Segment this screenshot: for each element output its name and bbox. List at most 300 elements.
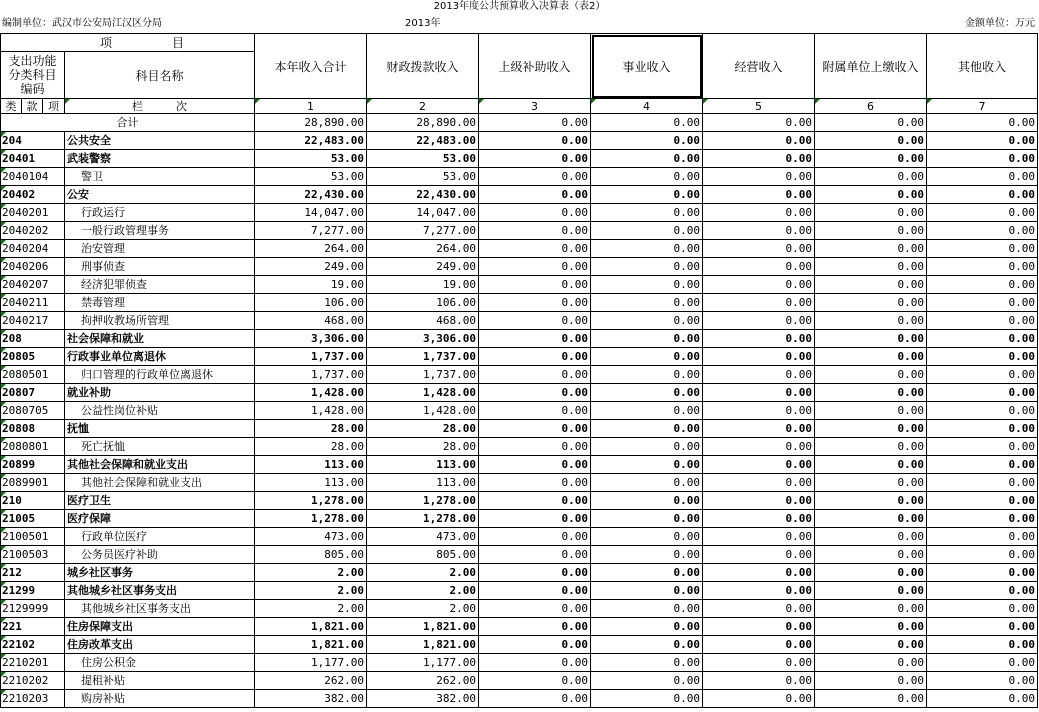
row-name[interactable]: 抚恤 <box>65 420 255 438</box>
row-value-col3[interactable]: 0.00 <box>479 258 591 276</box>
row-value-col3[interactable]: 0.00 <box>479 474 591 492</box>
row-value-col7[interactable]: 0.00 <box>927 240 1038 258</box>
row-value-col3[interactable]: 0.00 <box>479 312 591 330</box>
row-name[interactable]: 合计 <box>1 114 255 132</box>
row-value-col2[interactable]: 1,428.00 <box>367 402 479 420</box>
row-value-col6[interactable]: 0.00 <box>815 636 927 654</box>
row-value-col4[interactable]: 0.00 <box>591 186 703 204</box>
row-name[interactable]: 行政运行 <box>65 204 255 222</box>
table-row[interactable] <box>1 294 1038 312</box>
row-value-col1[interactable]: 3,306.00 <box>255 330 367 348</box>
row-value-col6[interactable]: 0.00 <box>815 348 927 366</box>
row-value-col3[interactable]: 0.00 <box>479 438 591 456</box>
row-value-col4[interactable]: 0.00 <box>591 150 703 168</box>
row-value-col6[interactable]: 0.00 <box>815 546 927 564</box>
table-row[interactable] <box>1 672 1038 690</box>
row-value-col1[interactable]: 7,277.00 <box>255 222 367 240</box>
row-value-col5[interactable]: 0.00 <box>703 492 815 510</box>
table-row[interactable] <box>1 348 1038 366</box>
table-row[interactable] <box>1 168 1038 186</box>
row-value-col7[interactable]: 0.00 <box>927 150 1038 168</box>
row-value-col3[interactable]: 0.00 <box>479 420 591 438</box>
table-row[interactable] <box>1 402 1038 420</box>
row-value-col1[interactable]: 28,890.00 <box>255 114 367 132</box>
row-value-col4[interactable]: 0.00 <box>591 492 703 510</box>
row-name[interactable]: 其他社会保障和就业支出 <box>65 456 255 474</box>
row-name[interactable]: 城乡社区事务 <box>65 564 255 582</box>
row-name[interactable]: 拘押收教场所管理 <box>65 312 255 330</box>
row-value-col4[interactable]: 0.00 <box>591 438 703 456</box>
row-value-col1[interactable]: 1,821.00 <box>255 636 367 654</box>
row-value-col3[interactable]: 0.00 <box>479 132 591 150</box>
col-header-business[interactable]: 事业收入 <box>591 34 703 99</box>
row-value-col6[interactable]: 0.00 <box>815 276 927 294</box>
row-name[interactable]: 行政事业单位离退休 <box>65 348 255 366</box>
row-value-col2[interactable]: 805.00 <box>367 546 479 564</box>
row-value-col2[interactable]: 2.00 <box>367 582 479 600</box>
row-name[interactable]: 其他社会保障和就业支出 <box>65 474 255 492</box>
row-value-col5[interactable]: 0.00 <box>703 690 815 708</box>
row-value-col7[interactable]: 0.00 <box>927 654 1038 672</box>
table-row[interactable] <box>1 438 1038 456</box>
row-value-col1[interactable]: 106.00 <box>255 294 367 312</box>
table-row[interactable] <box>1 366 1038 384</box>
row-value-col1[interactable]: 468.00 <box>255 312 367 330</box>
row-value-col4[interactable]: 0.00 <box>591 618 703 636</box>
table-row[interactable] <box>1 456 1038 474</box>
row-value-col2[interactable]: 262.00 <box>367 672 479 690</box>
row-code[interactable]: 2040104 <box>1 168 65 186</box>
row-code[interactable]: 2210203 <box>1 690 65 708</box>
row-value-col2[interactable]: 382.00 <box>367 690 479 708</box>
row-value-col7[interactable]: 0.00 <box>927 402 1038 420</box>
row-value-col5[interactable]: 0.00 <box>703 312 815 330</box>
row-value-col2[interactable]: 473.00 <box>367 528 479 546</box>
row-code[interactable]: 20805 <box>1 348 65 366</box>
row-value-col1[interactable]: 1,177.00 <box>255 654 367 672</box>
row-value-col4[interactable]: 0.00 <box>591 114 703 132</box>
row-value-col6[interactable]: 0.00 <box>815 600 927 618</box>
row-value-col7[interactable]: 0.00 <box>927 312 1038 330</box>
header-subject-name[interactable]: 科目名称 <box>65 52 255 99</box>
row-value-col5[interactable]: 0.00 <box>703 330 815 348</box>
row-code[interactable]: 221 <box>1 618 65 636</box>
row-value-col7[interactable]: 0.00 <box>927 330 1038 348</box>
table-row[interactable] <box>1 186 1038 204</box>
row-value-col2[interactable]: 3,306.00 <box>367 330 479 348</box>
seq-1[interactable]: 1 <box>255 99 367 114</box>
row-value-col6[interactable]: 0.00 <box>815 204 927 222</box>
row-value-col1[interactable]: 1,737.00 <box>255 348 367 366</box>
row-code[interactable]: 2100501 <box>1 528 65 546</box>
row-value-col1[interactable]: 53.00 <box>255 168 367 186</box>
row-value-col1[interactable]: 1,428.00 <box>255 384 367 402</box>
row-value-col6[interactable]: 0.00 <box>815 330 927 348</box>
row-value-col1[interactable]: 113.00 <box>255 456 367 474</box>
row-value-col3[interactable]: 0.00 <box>479 492 591 510</box>
seq-6[interactable]: 6 <box>815 99 927 114</box>
row-value-col3[interactable]: 0.00 <box>479 654 591 672</box>
row-value-col7[interactable]: 0.00 <box>927 456 1038 474</box>
row-value-col6[interactable]: 0.00 <box>815 240 927 258</box>
row-value-col6[interactable]: 0.00 <box>815 150 927 168</box>
row-value-col3[interactable]: 0.00 <box>479 330 591 348</box>
row-code[interactable]: 20402 <box>1 186 65 204</box>
row-value-col6[interactable]: 0.00 <box>815 690 927 708</box>
table-row[interactable] <box>1 312 1038 330</box>
row-value-col4[interactable]: 0.00 <box>591 168 703 186</box>
row-code[interactable]: 22102 <box>1 636 65 654</box>
row-value-col5[interactable]: 0.00 <box>703 636 815 654</box>
row-name[interactable]: 行政单位医疗 <box>65 528 255 546</box>
row-value-col1[interactable]: 53.00 <box>255 150 367 168</box>
row-code[interactable]: 2100503 <box>1 546 65 564</box>
row-value-col6[interactable]: 0.00 <box>815 474 927 492</box>
row-value-col3[interactable]: 0.00 <box>479 564 591 582</box>
row-value-col1[interactable]: 28.00 <box>255 420 367 438</box>
table-row[interactable] <box>1 330 1038 348</box>
row-value-col5[interactable]: 0.00 <box>703 366 815 384</box>
row-value-col4[interactable]: 0.00 <box>591 132 703 150</box>
row-value-col5[interactable]: 0.00 <box>703 222 815 240</box>
row-value-col7[interactable]: 0.00 <box>927 384 1038 402</box>
row-code[interactable]: 2210202 <box>1 672 65 690</box>
row-value-col6[interactable]: 0.00 <box>815 618 927 636</box>
row-value-col7[interactable]: 0.00 <box>927 690 1038 708</box>
table-row[interactable] <box>1 582 1038 600</box>
row-value-col3[interactable]: 0.00 <box>479 672 591 690</box>
row-value-col6[interactable]: 0.00 <box>815 456 927 474</box>
row-code[interactable]: 210 <box>1 492 65 510</box>
row-value-col5[interactable]: 0.00 <box>703 564 815 582</box>
row-value-col4[interactable]: 0.00 <box>591 420 703 438</box>
row-code[interactable]: 2080501 <box>1 366 65 384</box>
row-value-col1[interactable]: 113.00 <box>255 474 367 492</box>
row-value-col5[interactable]: 0.00 <box>703 546 815 564</box>
row-value-col2[interactable]: 19.00 <box>367 276 479 294</box>
row-value-col2[interactable]: 7,277.00 <box>367 222 479 240</box>
row-value-col6[interactable]: 0.00 <box>815 654 927 672</box>
row-value-col7[interactable]: 0.00 <box>927 132 1038 150</box>
row-value-col5[interactable]: 0.00 <box>703 258 815 276</box>
row-value-col2[interactable]: 28.00 <box>367 420 479 438</box>
row-value-col4[interactable]: 0.00 <box>591 510 703 528</box>
row-value-col2[interactable]: 14,047.00 <box>367 204 479 222</box>
row-value-col2[interactable]: 113.00 <box>367 474 479 492</box>
row-value-col3[interactable]: 0.00 <box>479 510 591 528</box>
row-code[interactable]: 2040206 <box>1 258 65 276</box>
row-value-col2[interactable]: 28,890.00 <box>367 114 479 132</box>
row-value-col7[interactable]: 0.00 <box>927 636 1038 654</box>
row-value-col6[interactable]: 0.00 <box>815 402 927 420</box>
row-value-col7[interactable]: 0.00 <box>927 258 1038 276</box>
row-value-col6[interactable]: 0.00 <box>815 294 927 312</box>
row-value-col3[interactable]: 0.00 <box>479 168 591 186</box>
row-value-col2[interactable]: 1,821.00 <box>367 618 479 636</box>
row-value-col1[interactable]: 805.00 <box>255 546 367 564</box>
row-value-col1[interactable]: 1,278.00 <box>255 492 367 510</box>
row-value-col7[interactable]: 0.00 <box>927 492 1038 510</box>
row-name[interactable]: 公安 <box>65 186 255 204</box>
row-value-col3[interactable]: 0.00 <box>479 690 591 708</box>
row-value-col1[interactable]: 2.00 <box>255 600 367 618</box>
row-value-col2[interactable]: 1,428.00 <box>367 384 479 402</box>
row-value-col5[interactable]: 0.00 <box>703 402 815 420</box>
row-value-col2[interactable]: 1,278.00 <box>367 510 479 528</box>
row-value-col2[interactable]: 22,483.00 <box>367 132 479 150</box>
row-value-col2[interactable]: 53.00 <box>367 168 479 186</box>
table-row[interactable] <box>1 492 1038 510</box>
row-code[interactable]: 2089901 <box>1 474 65 492</box>
table-row[interactable] <box>1 132 1038 150</box>
table-row[interactable] <box>1 546 1038 564</box>
row-value-col3[interactable]: 0.00 <box>479 240 591 258</box>
col-header-fiscal[interactable]: 财政拨款收入 <box>367 34 479 99</box>
row-value-col1[interactable]: 2.00 <box>255 582 367 600</box>
row-value-col6[interactable]: 0.00 <box>815 582 927 600</box>
row-name[interactable]: 提租补贴 <box>65 672 255 690</box>
row-name[interactable]: 武装警察 <box>65 150 255 168</box>
row-value-col4[interactable]: 0.00 <box>591 204 703 222</box>
row-value-col4[interactable]: 0.00 <box>591 222 703 240</box>
col-header-superior[interactable]: 上级补助收入 <box>479 34 591 99</box>
row-value-col1[interactable]: 1,278.00 <box>255 510 367 528</box>
row-code[interactable]: 2040217 <box>1 312 65 330</box>
table-row[interactable] <box>1 384 1038 402</box>
row-value-col4[interactable]: 0.00 <box>591 384 703 402</box>
row-value-col5[interactable]: 0.00 <box>703 510 815 528</box>
row-value-col3[interactable]: 0.00 <box>479 186 591 204</box>
seq-4[interactable]: 4 <box>591 99 703 114</box>
row-value-col1[interactable]: 1,428.00 <box>255 402 367 420</box>
seq-3[interactable]: 3 <box>479 99 591 114</box>
row-value-col6[interactable]: 0.00 <box>815 186 927 204</box>
row-value-col3[interactable]: 0.00 <box>479 582 591 600</box>
row-value-col7[interactable]: 0.00 <box>927 528 1038 546</box>
row-code[interactable]: 204 <box>1 132 65 150</box>
row-value-col5[interactable]: 0.00 <box>703 114 815 132</box>
row-code[interactable]: 2040201 <box>1 204 65 222</box>
row-name[interactable]: 社会保障和就业 <box>65 330 255 348</box>
col-header-total[interactable]: 本年收入合计 <box>255 34 367 99</box>
row-value-col3[interactable]: 0.00 <box>479 204 591 222</box>
row-value-col4[interactable]: 0.00 <box>591 636 703 654</box>
row-code[interactable]: 2129999 <box>1 600 65 618</box>
row-name[interactable]: 警卫 <box>65 168 255 186</box>
table-row[interactable] <box>1 204 1038 222</box>
header-func-code[interactable] <box>1 52 65 99</box>
table-row[interactable] <box>1 600 1038 618</box>
header-kuan[interactable]: 款 <box>22 99 43 114</box>
row-value-col4[interactable]: 0.00 <box>591 276 703 294</box>
row-value-col2[interactable]: 264.00 <box>367 240 479 258</box>
row-value-col4[interactable]: 0.00 <box>591 654 703 672</box>
row-value-col7[interactable]: 0.00 <box>927 294 1038 312</box>
row-name[interactable]: 医疗卫生 <box>65 492 255 510</box>
row-value-col2[interactable]: 1,737.00 <box>367 366 479 384</box>
table-row[interactable] <box>1 114 1038 132</box>
row-value-col7[interactable]: 0.00 <box>927 186 1038 204</box>
row-value-col1[interactable]: 249.00 <box>255 258 367 276</box>
row-value-col7[interactable]: 0.00 <box>927 204 1038 222</box>
row-value-col3[interactable]: 0.00 <box>479 348 591 366</box>
row-value-col2[interactable]: 2.00 <box>367 564 479 582</box>
row-value-col7[interactable]: 0.00 <box>927 348 1038 366</box>
row-name[interactable]: 经济犯罪侦查 <box>65 276 255 294</box>
row-value-col6[interactable]: 0.00 <box>815 312 927 330</box>
row-value-col1[interactable]: 14,047.00 <box>255 204 367 222</box>
table-row[interactable] <box>1 654 1038 672</box>
row-value-col2[interactable]: 1,821.00 <box>367 636 479 654</box>
row-value-col4[interactable]: 0.00 <box>591 312 703 330</box>
seq-2[interactable]: 2 <box>367 99 479 114</box>
header-xiang[interactable]: 项 <box>43 99 65 114</box>
row-value-col4[interactable]: 0.00 <box>591 348 703 366</box>
row-value-col1[interactable]: 28.00 <box>255 438 367 456</box>
row-value-col6[interactable]: 0.00 <box>815 528 927 546</box>
table-row[interactable] <box>1 420 1038 438</box>
row-value-col4[interactable]: 0.00 <box>591 474 703 492</box>
row-value-col7[interactable]: 0.00 <box>927 114 1038 132</box>
row-value-col3[interactable]: 0.00 <box>479 114 591 132</box>
row-value-col2[interactable]: 1,278.00 <box>367 492 479 510</box>
row-value-col5[interactable]: 0.00 <box>703 348 815 366</box>
col-header-affiliated[interactable]: 附属单位上缴收入 <box>815 34 927 99</box>
row-value-col3[interactable]: 0.00 <box>479 366 591 384</box>
row-value-col5[interactable]: 0.00 <box>703 600 815 618</box>
row-value-col6[interactable]: 0.00 <box>815 564 927 582</box>
row-value-col6[interactable]: 0.00 <box>815 492 927 510</box>
row-value-col5[interactable]: 0.00 <box>703 654 815 672</box>
row-value-col6[interactable]: 0.00 <box>815 114 927 132</box>
row-name[interactable]: 公益性岗位补贴 <box>65 402 255 420</box>
row-value-col7[interactable]: 0.00 <box>927 420 1038 438</box>
row-value-col2[interactable]: 28.00 <box>367 438 479 456</box>
header-lanci[interactable]: 栏 次 <box>65 99 255 114</box>
row-value-col2[interactable]: 113.00 <box>367 456 479 474</box>
row-value-col7[interactable]: 0.00 <box>927 582 1038 600</box>
row-code[interactable]: 21005 <box>1 510 65 528</box>
row-value-col7[interactable]: 0.00 <box>927 474 1038 492</box>
row-value-col1[interactable]: 1,737.00 <box>255 366 367 384</box>
row-value-col6[interactable]: 0.00 <box>815 132 927 150</box>
table-row[interactable] <box>1 618 1038 636</box>
row-value-col4[interactable]: 0.00 <box>591 258 703 276</box>
row-value-col7[interactable]: 0.00 <box>927 510 1038 528</box>
row-value-col7[interactable]: 0.00 <box>927 546 1038 564</box>
row-name[interactable]: 刑事侦查 <box>65 258 255 276</box>
row-value-col3[interactable]: 0.00 <box>479 618 591 636</box>
row-value-col6[interactable]: 0.00 <box>815 438 927 456</box>
row-code[interactable]: 2080705 <box>1 402 65 420</box>
row-value-col4[interactable]: 0.00 <box>591 402 703 420</box>
row-name[interactable]: 其他城乡社区事务支出 <box>65 600 255 618</box>
row-code[interactable]: 2210201 <box>1 654 65 672</box>
row-code[interactable]: 2040202 <box>1 222 65 240</box>
row-value-col5[interactable]: 0.00 <box>703 528 815 546</box>
row-value-col3[interactable]: 0.00 <box>479 600 591 618</box>
row-name[interactable]: 医疗保障 <box>65 510 255 528</box>
row-value-col6[interactable]: 0.00 <box>815 168 927 186</box>
table-row[interactable] <box>1 240 1038 258</box>
row-value-col7[interactable]: 0.00 <box>927 672 1038 690</box>
row-name[interactable]: 公务员医疗补助 <box>65 546 255 564</box>
row-value-col5[interactable]: 0.00 <box>703 384 815 402</box>
row-code[interactable]: 21299 <box>1 582 65 600</box>
row-value-col6[interactable]: 0.00 <box>815 222 927 240</box>
row-value-col1[interactable]: 262.00 <box>255 672 367 690</box>
row-name[interactable]: 治安管理 <box>65 240 255 258</box>
table-row[interactable] <box>1 528 1038 546</box>
row-value-col5[interactable]: 0.00 <box>703 618 815 636</box>
row-value-col6[interactable]: 0.00 <box>815 510 927 528</box>
row-value-col2[interactable]: 2.00 <box>367 600 479 618</box>
row-value-col3[interactable]: 0.00 <box>479 384 591 402</box>
header-item[interactable]: 项 目 <box>1 34 255 52</box>
table-row[interactable] <box>1 690 1038 708</box>
row-value-col5[interactable]: 0.00 <box>703 582 815 600</box>
row-value-col6[interactable]: 0.00 <box>815 366 927 384</box>
row-value-col1[interactable]: 2.00 <box>255 564 367 582</box>
row-value-col7[interactable]: 0.00 <box>927 276 1038 294</box>
row-name[interactable]: 禁毒管理 <box>65 294 255 312</box>
row-value-col4[interactable]: 0.00 <box>591 366 703 384</box>
row-value-col5[interactable]: 0.00 <box>703 132 815 150</box>
row-value-col4[interactable]: 0.00 <box>591 564 703 582</box>
row-value-col6[interactable]: 0.00 <box>815 384 927 402</box>
row-value-col5[interactable]: 0.00 <box>703 168 815 186</box>
table-row[interactable] <box>1 510 1038 528</box>
row-value-col5[interactable]: 0.00 <box>703 294 815 312</box>
row-value-col5[interactable]: 0.00 <box>703 240 815 258</box>
row-code[interactable]: 20899 <box>1 456 65 474</box>
row-value-col1[interactable]: 19.00 <box>255 276 367 294</box>
row-code[interactable]: 2040207 <box>1 276 65 294</box>
row-value-col1[interactable]: 473.00 <box>255 528 367 546</box>
row-value-col4[interactable]: 0.00 <box>591 528 703 546</box>
row-value-col3[interactable]: 0.00 <box>479 456 591 474</box>
row-value-col5[interactable]: 0.00 <box>703 186 815 204</box>
row-value-col7[interactable]: 0.00 <box>927 366 1038 384</box>
row-value-col2[interactable]: 53.00 <box>367 150 479 168</box>
row-value-col3[interactable]: 0.00 <box>479 636 591 654</box>
row-value-col1[interactable]: 22,430.00 <box>255 186 367 204</box>
row-value-col3[interactable]: 0.00 <box>479 528 591 546</box>
row-value-col2[interactable]: 249.00 <box>367 258 479 276</box>
row-value-col3[interactable]: 0.00 <box>479 546 591 564</box>
row-value-col3[interactable]: 0.00 <box>479 402 591 420</box>
row-value-col3[interactable]: 0.00 <box>479 222 591 240</box>
row-name[interactable]: 住房改革支出 <box>65 636 255 654</box>
row-value-col5[interactable]: 0.00 <box>703 276 815 294</box>
row-name[interactable]: 死亡抚恤 <box>65 438 255 456</box>
col-header-other[interactable]: 其他收入 <box>927 34 1038 99</box>
row-name[interactable]: 公共安全 <box>65 132 255 150</box>
seq-5[interactable]: 5 <box>703 99 815 114</box>
row-value-col5[interactable]: 0.00 <box>703 438 815 456</box>
row-value-col1[interactable]: 382.00 <box>255 690 367 708</box>
row-value-col2[interactable]: 1,177.00 <box>367 654 479 672</box>
row-value-col4[interactable]: 0.00 <box>591 330 703 348</box>
row-value-col1[interactable]: 1,821.00 <box>255 618 367 636</box>
row-value-col7[interactable]: 0.00 <box>927 222 1038 240</box>
row-value-col4[interactable]: 0.00 <box>591 294 703 312</box>
table-row[interactable] <box>1 258 1038 276</box>
row-name[interactable]: 一般行政管理事务 <box>65 222 255 240</box>
row-value-col3[interactable]: 0.00 <box>479 150 591 168</box>
row-value-col3[interactable]: 0.00 <box>479 294 591 312</box>
row-value-col5[interactable]: 0.00 <box>703 204 815 222</box>
